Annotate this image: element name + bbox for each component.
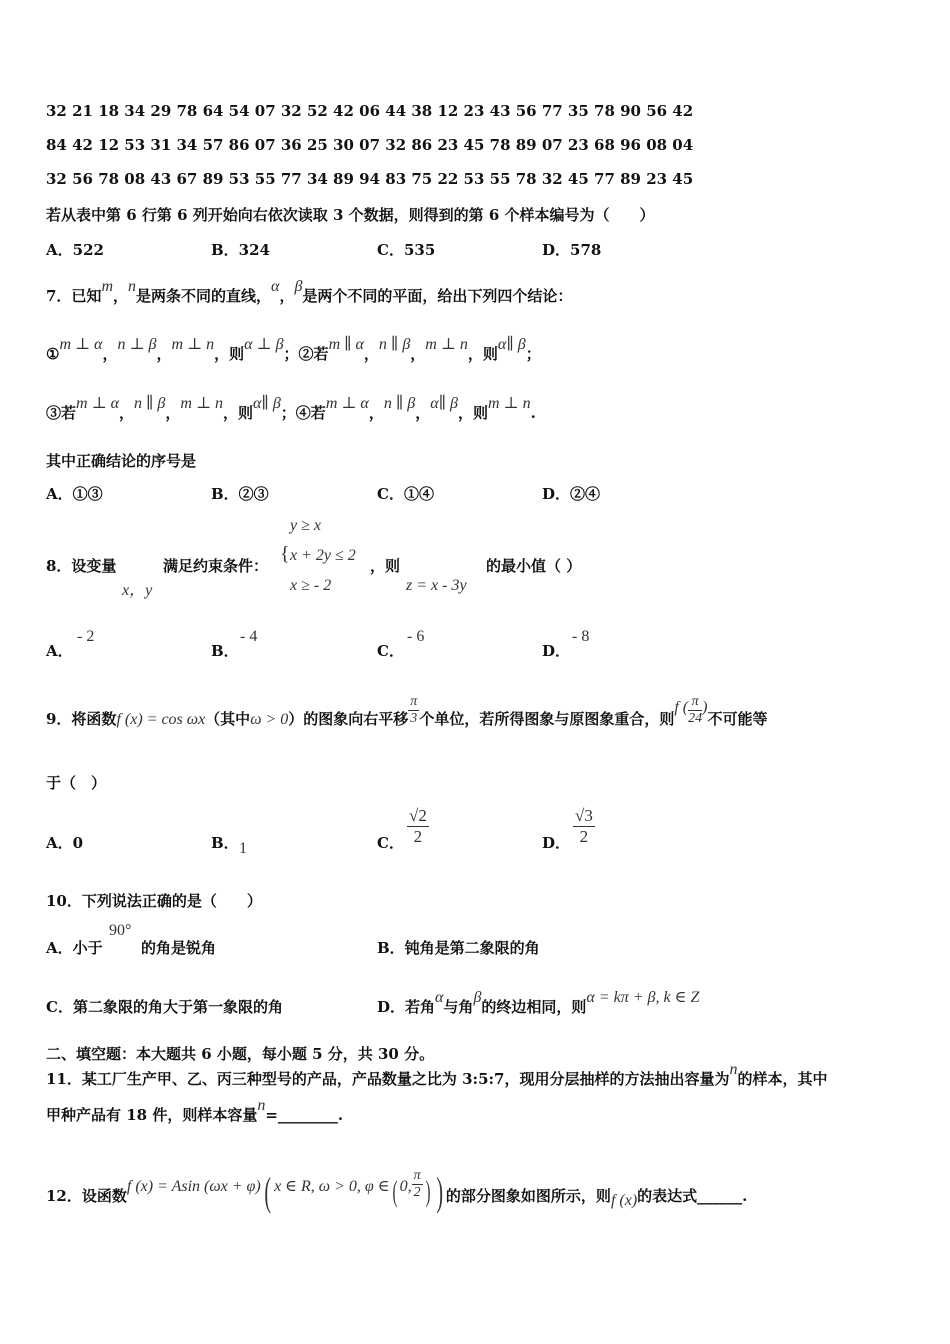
q7-c1-sep-2: ， xyxy=(156,345,172,363)
q7-sep-1: ， xyxy=(113,287,129,305)
q7-c1-sep-4: ；②若 xyxy=(283,345,329,363)
q9-option-b-label: B． xyxy=(211,834,239,852)
q8-text-1: 8．设变量 xyxy=(46,557,117,575)
q10-option-a-tail: 的角是锐角 xyxy=(141,939,217,957)
q8-option-b-label: B． xyxy=(211,642,239,660)
q7-c1-sep-1: ， xyxy=(102,345,118,363)
q9-shift-fraction xyxy=(408,694,419,727)
q12-interval-close: ) xyxy=(425,1175,431,1208)
q7-text-1: 7．已知 xyxy=(46,287,102,305)
q7-c4-sep-3: ，则 xyxy=(457,404,488,422)
q9-text-2: （其中 xyxy=(205,710,251,728)
q7-c2-expr-3: m ⊥ n xyxy=(425,336,468,353)
q8-text-2: 满足约束条件： xyxy=(163,557,269,575)
q11-text-4: =________. xyxy=(265,1106,344,1124)
random-table-row-3: 32 56 78 08 43 67 89 53 55 77 34 89 94 83 75 22 53 55 78 32 45 77 89 23 45 xyxy=(46,170,694,188)
q12-interval-start: 0, xyxy=(399,1178,412,1195)
q10-d-text-1: D．若角 xyxy=(377,998,436,1016)
q12-condition: x ∈ R, ω > 0, φ ∈ xyxy=(274,1178,390,1195)
q9-arg-num: π xyxy=(688,694,702,711)
q8-option-b-value: - 4 xyxy=(240,628,258,645)
q12-interval-num: π xyxy=(413,1167,421,1183)
q10-d-expr: α = kπ + β, k ∈ Z xyxy=(586,989,700,1006)
q7-c3-expr-3: m ⊥ n xyxy=(180,395,224,412)
q8-objective: z = x - 3y xyxy=(406,577,467,594)
q9-option-d-fraction xyxy=(573,806,595,847)
q8-option-d-label: D． xyxy=(542,642,571,660)
q8-text-3: ，则 xyxy=(370,557,401,575)
q7-c2-sep-3: ，则 xyxy=(467,345,498,363)
q8-option-c-value: - 6 xyxy=(407,628,425,645)
q7-c2-expr-2: n ∥ β xyxy=(378,336,411,353)
q9-option-c-num: √2 xyxy=(409,806,427,825)
q11-text-2: 的样本，其中 xyxy=(737,1070,828,1088)
q12-interval-den: 2 xyxy=(413,1184,421,1200)
q7-c3-expr-1: m ⊥ α xyxy=(76,395,120,412)
q8-option-d-value: - 8 xyxy=(572,628,590,645)
q6-option-b: B．324 xyxy=(211,241,270,259)
q11-text-3: 甲种产品有 18 件，则样本容量 xyxy=(46,1106,258,1124)
q9-f-close: ) xyxy=(702,699,708,716)
q8-brace: { xyxy=(280,543,290,565)
q10-option-a-degree: 90° xyxy=(109,922,132,939)
q7-c2-sep-1: ， xyxy=(363,345,379,363)
q7-c1-mark: ① xyxy=(46,345,60,363)
q7-option-b: B．②③ xyxy=(211,485,269,503)
q7-c4-expr-2: n ∥ β xyxy=(383,395,416,412)
q7-c3-expr-2: n ∥ β xyxy=(134,395,166,412)
q7-c4-sep-1: ， xyxy=(368,404,384,422)
q7-c3-sep-1: ， xyxy=(119,404,135,422)
q7-c3-sep-4: ；④若 xyxy=(280,404,326,422)
q6-option-c: C．535 xyxy=(377,241,436,259)
q11-line-2 xyxy=(46,1097,344,1125)
q8-constraint-3: x ≥ - 2 xyxy=(290,577,332,594)
q7-c1-expr-4: α ⊥ β xyxy=(244,336,284,353)
q9-shift-den: 3 xyxy=(410,710,418,726)
q7-text-2: 是两条不同的直线， xyxy=(136,287,272,305)
q9-option-d-num: √3 xyxy=(575,806,593,825)
q9-text-5: 不可能等 xyxy=(707,710,768,728)
q9-option-c-frac xyxy=(407,806,429,847)
q8-option-a-value: - 2 xyxy=(77,628,95,645)
q9-function: f (x) = cos ωx xyxy=(116,711,206,728)
q12-interval-fraction xyxy=(412,1168,423,1201)
q9-text-1: 9．将函数 xyxy=(46,710,117,728)
q9-option-d-frac xyxy=(573,806,595,847)
q7-var-n: n xyxy=(128,278,137,295)
q10-d-beta: β xyxy=(473,989,482,1006)
q7-c3-sep-2: ， xyxy=(165,404,181,422)
q9-option-d-label: D． xyxy=(542,834,571,852)
q9-arg-fraction xyxy=(688,694,702,727)
q7-c4-expr-3: α∥ β xyxy=(430,395,458,412)
q12-line xyxy=(46,1164,748,1214)
q11-text-1: 11．某工厂生产甲、乙、丙三种型号的产品，产品数量之比为 3:5:7，现用分层抽样的方法抽出容量为 xyxy=(46,1070,730,1088)
q10-option-d xyxy=(377,989,700,1017)
q12-interval-open: ( xyxy=(392,1175,398,1208)
q7-c1-sep-3: ，则 xyxy=(214,345,245,363)
q10-option-c: C．第二象限的角大于第一象限的角 xyxy=(46,998,283,1016)
q7-var-m: m xyxy=(101,278,113,295)
q9-option-a: A．0 xyxy=(46,834,84,852)
q7-c2-expr-4: α∥ β xyxy=(497,336,526,353)
q7-c1-expr-3: m ⊥ n xyxy=(171,336,215,353)
q7-c2-sep-4: ； xyxy=(525,345,541,363)
q9-option-b-value: 1 xyxy=(239,840,247,857)
q10-d-text-2: 与角 xyxy=(443,998,474,1016)
q7-c2-sep-2: ， xyxy=(410,345,426,363)
section-2-heading: 二、填空题：本大题共 6 小题，每小题 5 分，共 30 分。 xyxy=(46,1045,435,1063)
q7-c4-expr-4: m ⊥ n xyxy=(487,395,531,412)
q7-stem xyxy=(46,278,573,306)
q8-vars: x，y xyxy=(122,582,153,599)
q9-option-c-den: 2 xyxy=(413,827,423,846)
q7-c4-sep-2: ， xyxy=(415,404,431,422)
q7-option-a: A．①③ xyxy=(46,485,103,503)
q7-c4-sep-4: . xyxy=(530,404,536,422)
q7-c1-expr-1: m ⊥ α xyxy=(59,336,103,353)
q6-stem: 若从表中第 6 行第 6 列开始向右依次读取 3 个数据，则得到的第 6 个样本编号为（ ） xyxy=(46,206,655,224)
q10-option-b: B．钝角是第二象限的角 xyxy=(377,939,540,957)
q9-line-2: 于（ ） xyxy=(46,774,107,792)
q11-line-1 xyxy=(46,1061,828,1089)
q12-fx: f (x) xyxy=(610,1192,638,1209)
q9-condition: ω > 0 xyxy=(250,711,289,728)
q8-option-a-label: A． xyxy=(46,642,73,660)
q7-conclusions-1-2 xyxy=(46,336,541,364)
q8-text-4: 的最小值（ ） xyxy=(486,557,582,575)
q12-text-1: 12．设函数 xyxy=(46,1187,127,1205)
q7-option-c: C．①④ xyxy=(377,485,434,503)
q12-function: f (x) = Asin (ωx + φ) xyxy=(126,1178,261,1195)
q10-d-text-3: 的终边相同，则 xyxy=(481,998,587,1016)
q9-option-d-den: 2 xyxy=(579,827,589,846)
q7-text-3: 是两个不同的平面，给出下列四个结论： xyxy=(302,287,573,305)
q7-c2-expr-1: m ∥ α xyxy=(328,336,364,353)
random-table-row-1: 32 21 18 34 29 78 64 54 07 32 52 42 06 44 38 12 23 43 56 77 35 78 90 56 42 xyxy=(46,102,694,120)
q8-option-c-label: C． xyxy=(377,642,404,660)
q12-paren-close: ) xyxy=(435,1169,443,1214)
q9-line-1 xyxy=(46,693,768,729)
q8-constraint-2: x + 2y ≤ 2 xyxy=(290,547,356,564)
q6-option-a: A．522 xyxy=(46,241,104,259)
q9-arg-den: 24 xyxy=(688,710,703,726)
q9-option-c-fraction xyxy=(407,806,429,847)
q9-text-3: ）的图象向右平移 xyxy=(288,710,409,728)
q9-f-open: f ( xyxy=(674,699,689,716)
q7-c3-expr-4: α∥ β xyxy=(253,395,281,412)
q7-sep-2: ， xyxy=(279,287,295,305)
q7-c3-mark: ③若 xyxy=(46,404,77,422)
q11-var-n: n xyxy=(729,1061,738,1078)
q9-shift-num: π xyxy=(410,693,418,709)
q9-option-c-label: C． xyxy=(377,834,404,852)
q10-d-alpha: α xyxy=(435,989,444,1006)
q10-option-a-label: A．小于 xyxy=(46,939,103,957)
q9-text-4: 个单位，若所得图象与原图象重合，则 xyxy=(419,710,675,728)
q6-option-d: D．578 xyxy=(542,241,602,259)
q11-var-n-2: n xyxy=(257,1097,266,1114)
q7-var-alpha: α xyxy=(271,278,280,295)
q7-conclusions-3-4 xyxy=(46,395,536,423)
q7-c3-sep-3: ，则 xyxy=(223,404,254,422)
q7-var-beta: β xyxy=(294,278,303,295)
q12-text-2: 的部分图象如图所示，则 xyxy=(445,1187,611,1205)
q8-constraint-1: y ≥ x xyxy=(290,517,321,534)
q12-text-3: 的表达式______. xyxy=(637,1187,748,1205)
q7-c4-expr-1: m ⊥ α xyxy=(325,395,369,412)
random-table-row-2: 84 42 12 53 31 34 57 86 07 36 25 30 07 32 86 23 45 78 89 07 23 68 96 08 04 xyxy=(46,136,694,154)
q7-option-d: D．②④ xyxy=(542,485,601,503)
q12-paren-open: ( xyxy=(264,1169,271,1214)
q10-stem: 10．下列说法正确的是（ ） xyxy=(46,892,262,910)
q7-c1-expr-2: n ⊥ β xyxy=(117,336,157,353)
q7-question: 其中正确结论的序号是 xyxy=(46,452,197,470)
